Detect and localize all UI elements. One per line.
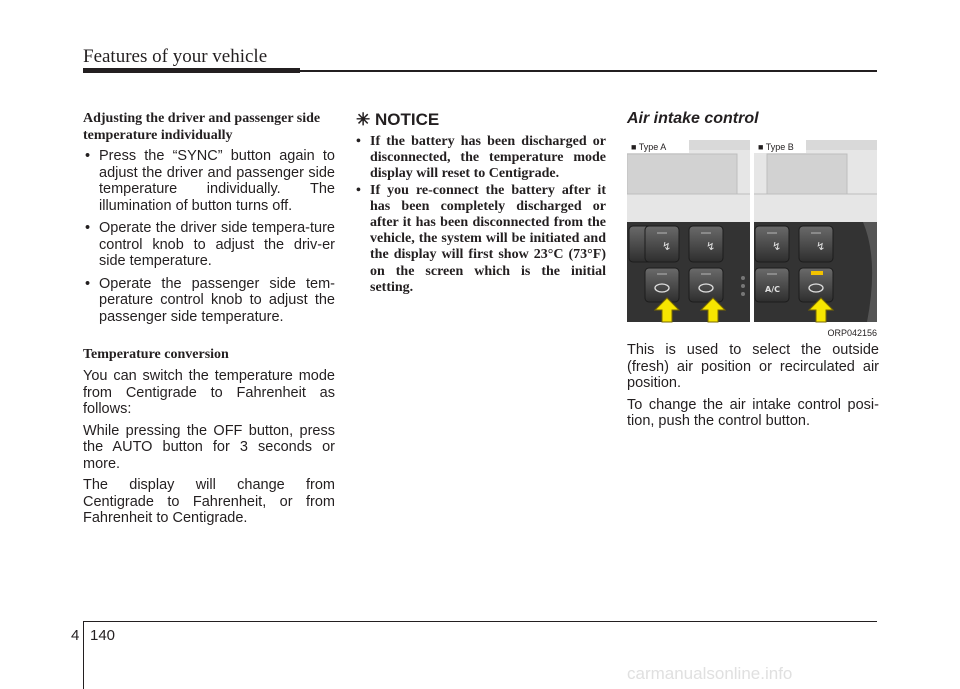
air-intake-text — [627, 342, 879, 430]
bullet-item: • Operate the driver side tempera-ture control knob to adjust the driv-er side temperature. — [83, 220, 335, 270]
svg-text:↯: ↯ — [772, 240, 782, 253]
bullet-item: • Press the “SYNC” button again to adjust the driver and passenger side temperature individually. The illumination of button turns off. — [83, 148, 335, 214]
bullet-item: • Operate the passenger side tem-perature control knob to adjust the passenger side temperature. — [83, 276, 335, 326]
section-heading-temp-conversion: Temperature conversion — [83, 347, 229, 362]
section-heading-air-intake: Air intake control — [627, 110, 759, 127]
section-heading-individual-temp: Adjusting the driver and passenger side temperature individually — [83, 111, 321, 143]
header-bar — [83, 68, 300, 73]
body-paragraph: To change the air intake control posi-tion, push the control button. — [627, 396, 879, 429]
body-paragraph: This is used to select the outside (fresh) air position or recirculated air position. — [627, 342, 879, 391]
svg-text:↯: ↯ — [662, 240, 672, 253]
control-panel-illustration — [627, 140, 877, 338]
air-intake-figure — [627, 140, 877, 338]
body-paragraph: The display will change from Centigrade to Fahrenheit, or from Fahrenheit to Centigrade. — [83, 477, 335, 526]
svg-text:↯: ↯ — [816, 240, 826, 253]
notice-title: ✳ NOTICE — [356, 110, 440, 129]
footer-divider — [83, 621, 84, 689]
notice-bullet: • If the battery has been discharged or disconnected, the temperature mode display will reset to Centigrade. — [356, 134, 606, 183]
watermark-text: carmanualsonline.info — [627, 664, 793, 683]
svg-text:↯: ↯ — [706, 240, 716, 253]
notice-bullet: • If you re-connect the battery after it has been completely discharged or after it has been disconnected from the vehicle, the system will be initiated and the display will first show 23°C (73°F) on the screen which is the initial setting. — [356, 183, 606, 296]
header-rule — [300, 70, 877, 72]
page-number: 140 — [90, 627, 116, 644]
body-paragraph: While pressing the OFF button, press the AUTO button for 3 seconds or more. — [83, 422, 335, 472]
chapter-number: 4 — [71, 627, 80, 644]
ac-button-label: A/C — [765, 285, 780, 294]
figure-code: ORP042156 — [827, 328, 877, 338]
column-right — [627, 110, 879, 128]
footer-rule — [83, 621, 877, 622]
page-header-title: Features of your vehicle — [83, 46, 268, 67]
body-paragraph: You can switch the temperature mode from Centigrade to Fahrenheit as follows: — [83, 368, 335, 417]
column-left — [83, 110, 335, 527]
type-b-label: ■ Type B — [758, 142, 794, 152]
notice-box — [356, 110, 606, 296]
indicator-light-icon — [811, 271, 823, 275]
type-a-label: ■ Type A — [631, 142, 667, 152]
